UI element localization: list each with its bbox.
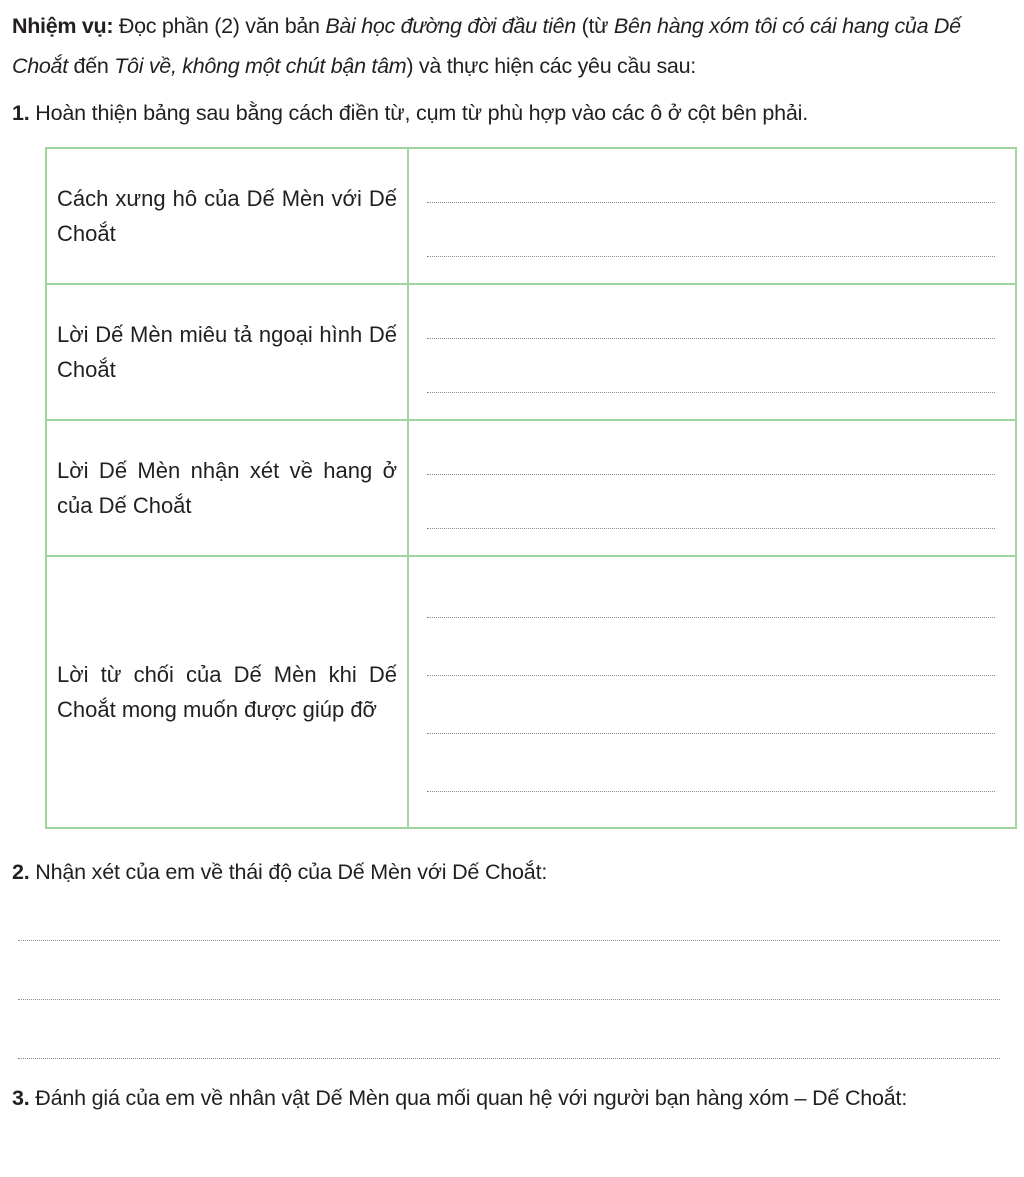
- answer-line[interactable]: [18, 1000, 1000, 1059]
- task-text-3: đến: [67, 54, 115, 78]
- table-row: [46, 556, 1016, 828]
- answer-line[interactable]: [427, 560, 995, 618]
- table-row: [46, 148, 1016, 284]
- row-label: Lời từ chối của Dế Mèn khi Dế Choắt mong muốn được giúp đỡ: [46, 556, 408, 828]
- answer-line[interactable]: [427, 285, 995, 339]
- answer-cell[interactable]: [408, 148, 1016, 284]
- question-3: [12, 1080, 1016, 1116]
- answer-line[interactable]: [427, 203, 995, 257]
- answer-cell[interactable]: [408, 420, 1016, 556]
- question-2-answer-area[interactable]: [18, 882, 1000, 1059]
- answer-line[interactable]: [18, 882, 1000, 941]
- row-label: Lời Dế Mèn miêu tả ngoại hình Dế Choắt: [46, 284, 408, 420]
- row-label: Cách xưng hô của Dế Mèn với Dế Choắt: [46, 148, 408, 284]
- table-row: [46, 420, 1016, 556]
- question-2-text: Nhận xét của em về thái độ của Dế Mèn với Dế Choắt:: [29, 860, 548, 884]
- answer-line[interactable]: [18, 941, 1000, 1000]
- text-title: Bài học đường đời đầu tiên: [325, 14, 576, 38]
- task-text-1: Đọc phần (2) văn bản: [113, 14, 326, 38]
- answer-line[interactable]: [427, 339, 995, 393]
- answer-line[interactable]: [427, 421, 995, 475]
- answer-cell[interactable]: [408, 556, 1016, 828]
- answer-line[interactable]: [427, 676, 995, 734]
- answer-line[interactable]: [427, 734, 995, 792]
- excerpt-end: Tôi về, không một chút bận tâm: [114, 54, 407, 78]
- question-2-number: 2.: [12, 860, 30, 884]
- task-text-4: ) và thực hiện các yêu cầu sau:: [406, 54, 696, 78]
- question-1-number: 1.: [12, 101, 30, 125]
- answer-cell[interactable]: [408, 284, 1016, 420]
- answer-line[interactable]: [427, 618, 995, 676]
- question-1-text: Hoàn thiện bảng sau bằng cách điền từ, cụm từ phù hợp vào các ô ở cột bên phải.: [29, 101, 808, 125]
- table-row: [46, 284, 1016, 420]
- row-label: Lời Dế Mèn nhận xét về hang ở của Dế Choắt: [46, 420, 408, 556]
- excerpt-start: Bên hàng xóm tôi có cái hang của Dế Choắt: [12, 14, 961, 78]
- answer-line[interactable]: [427, 149, 995, 203]
- answer-table: [45, 147, 1017, 829]
- question-3-number: 3.: [12, 1086, 30, 1110]
- task-label: Nhiệm vụ:: [12, 14, 114, 38]
- task-instruction: [12, 6, 1016, 86]
- answer-line[interactable]: [427, 475, 995, 529]
- question-3-text: Đánh giá của em về nhân vật Dế Mèn qua mối quan hệ với người bạn hàng xóm – Dế Choắt:: [29, 1086, 908, 1110]
- question-1: [12, 96, 1016, 130]
- task-text-2: (từ: [575, 14, 614, 38]
